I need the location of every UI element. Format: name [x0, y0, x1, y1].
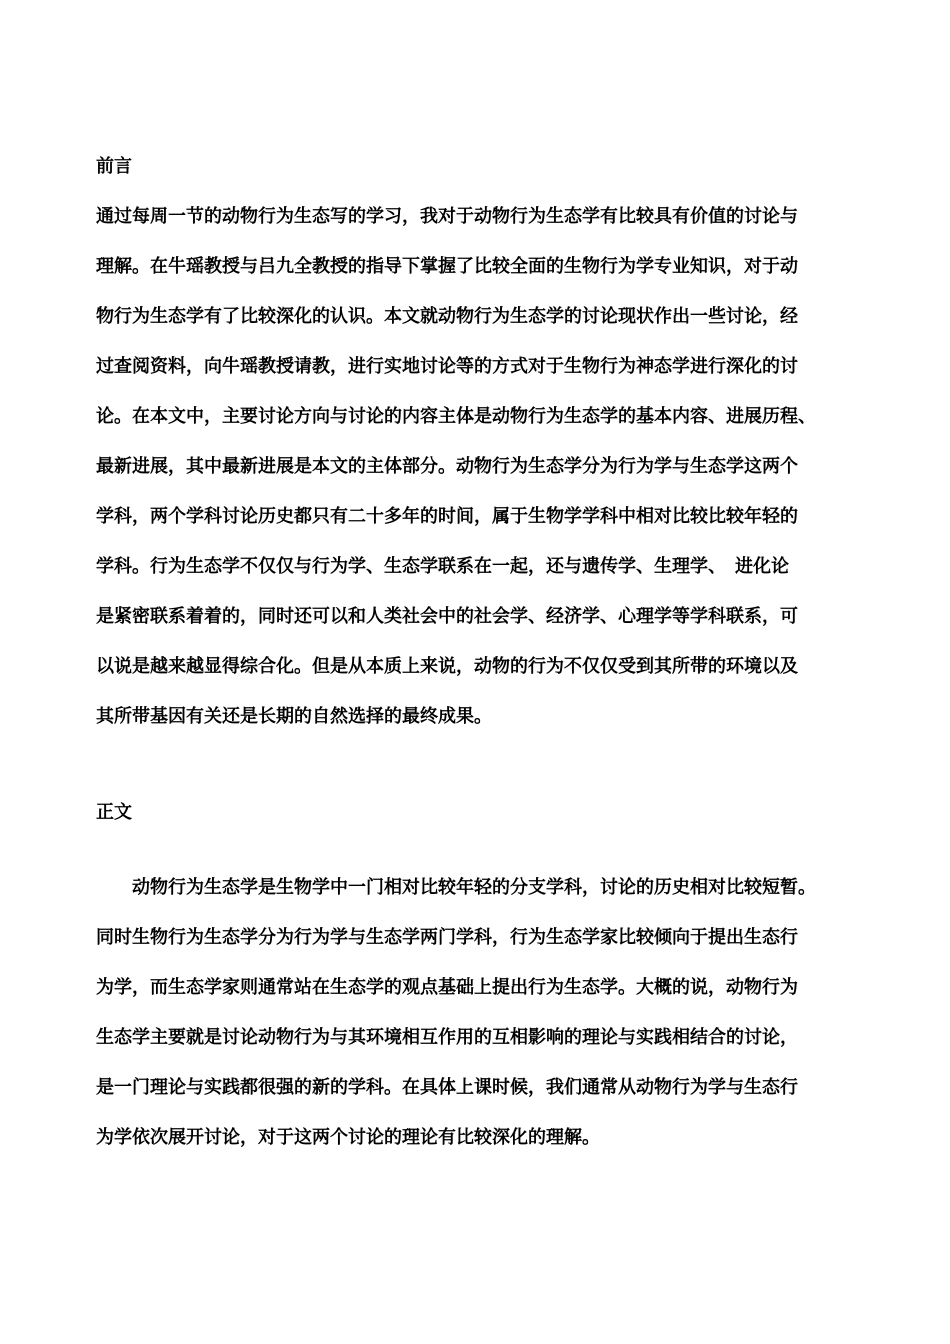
preface-line: 学科。行为生态学不仅仅与行为学、生态学联系在一起，还与遗传学、生理学、 进化论	[96, 556, 789, 577]
preface-line: 物行为生态学有了比较深化的认识。本文就动物行为生态学的讨论现状作出一些讨论，经	[96, 306, 798, 327]
preface-heading: 前言	[96, 156, 132, 177]
preface-line: 其所带基因有关还是长期的自然选择的最终成果。	[96, 706, 492, 727]
preface-line: 最新进展，其中最新进展是本文的主体部分。动物行为生态学分为行为学与生态学这两个	[96, 456, 798, 477]
preface-line: 论。在本文中，主要讨论方向与讨论的内容主体是动物行为生态学的基本内容、进展历程、	[96, 406, 816, 427]
preface-line: 是紧密联系着着的，同时还可以和人类社会中的社会学、经济学、心理学等学科联系，可	[96, 606, 798, 627]
preface-line: 过查阅资料，向牛瑶教授请教，进行实地讨论等的方式对于生物行为神态学进行深化的讨	[96, 356, 798, 377]
body-line: 为学依次展开讨论，对于这两个讨论的理论有比较深化的理解。	[96, 1127, 600, 1148]
body-heading: 正文	[96, 802, 132, 823]
body-line: 是一门理论与实践都很强的新的学科。在具体上课时候，我们通常从动物行为学与生态行	[96, 1077, 798, 1098]
body-line: 为学，而生态学家则通常站在生态学的观点基础上提出行为生态学。大概的说，动物行为	[96, 977, 798, 998]
body-line: 同时生物行为生态学分为行为学与生态学两门学科，行为生态学家比较倾向于提出生态行	[96, 927, 798, 948]
preface-line: 学科，两个学科讨论历史都只有二十多年的时间，属于生物学学科中相对比较比较年轻的	[96, 506, 798, 527]
preface-line: 通过每周一节的动物行为生态写的学习，我对于动物行为生态学有比较具有价值的讨论与	[96, 206, 798, 227]
preface-line: 理解。在牛瑶教授与吕九全教授的指导下掌握了比较全面的生物行为学专业知识，对于动	[96, 256, 798, 277]
body-line: 生态学主要就是讨论动物行为与其环境相互作用的互相影响的理论与实践相结合的讨论，	[96, 1027, 798, 1048]
preface-line: 以说是越来越显得综合化。但是从本质上来说，动物的行为不仅仅受到其所带的环境以及	[96, 656, 798, 677]
body-line: 动物行为生态学是生物学中一门相对比较年轻的分支学科，讨论的历史相对比较短暂。	[96, 877, 816, 898]
